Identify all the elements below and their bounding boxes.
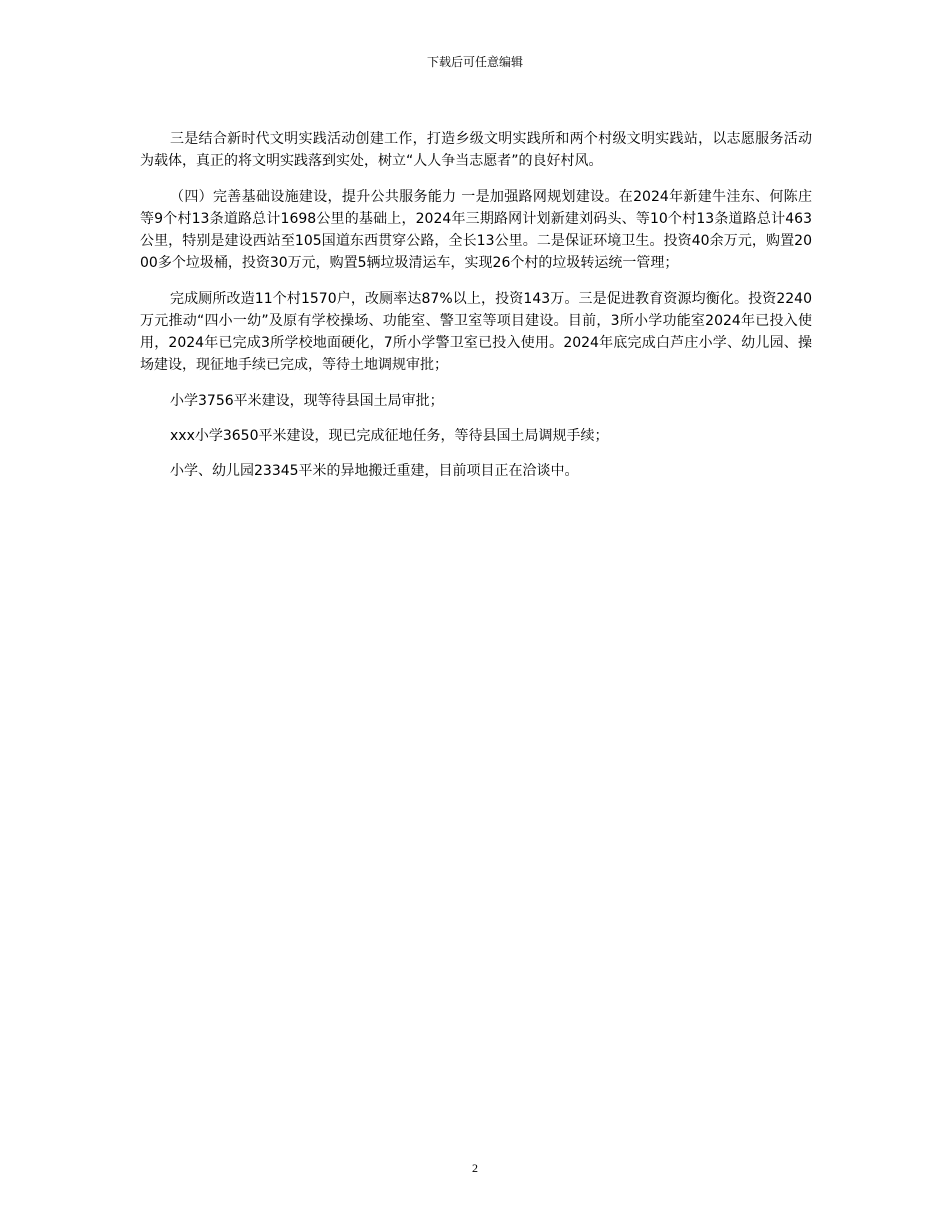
paragraph-infrastructure: （四）完善基础设施建设，提升公共服务能力 一是加强路网规划建设。在2024年新建牛洼东、何陈庄等9个村13条道路总计1698公里的基础上，2024年三期路网计划新建刘码头、等10个村13条道路总计463公里，特别是建设西站至105国道东西贯穿公路，全长13公里。二是保证环境卫生。投资40余万元，购置2000多个垃圾桶，投资30万元，购置5辆垃圾清运车，实现26个村的垃圾转运统一管理；: [140, 189, 812, 271]
paragraph-education: 完成厕所改造11个村1570户，改厕率达87%以上，投资143万。三是促进教育资源均衡化。投资2240万元推动“四小一幼”及原有学校操场、功能室、警卫室等项目建设。目前，3所小学功能室2024年已投入使用，2024年已完成3所学校地面硬化，7所小学警卫室已投入使用。2024年底完成白芦庄小学、幼儿园、操场建设，现征地手续已完成，等待土地调规审批；: [140, 291, 812, 373]
page-header: 下载后可任意编辑: [426, 55, 523, 69]
page-number: 2: [472, 1161, 478, 1175]
document-body: [140, 128, 812, 495]
paragraph-relocation: 小学、幼儿园23345平米的异地搬迁重建，目前项目正在洽谈中。: [170, 463, 579, 479]
paragraph-school-3756: 小学3756平米建设，现等待县国土局审批；: [170, 393, 444, 409]
paragraph-school-3650: xxx小学3650平米建设，现已完成征地任务，等待县国土局调规手续；: [170, 428, 609, 444]
paragraph-civilization-practice: 三是结合新时代文明实践活动创建工作，打造乡级文明实践所和两个村级文明实践站，以志愿服务活动为载体，真正的将文明实践落到实处，树立“人人争当志愿者”的良好村风。: [140, 131, 812, 169]
